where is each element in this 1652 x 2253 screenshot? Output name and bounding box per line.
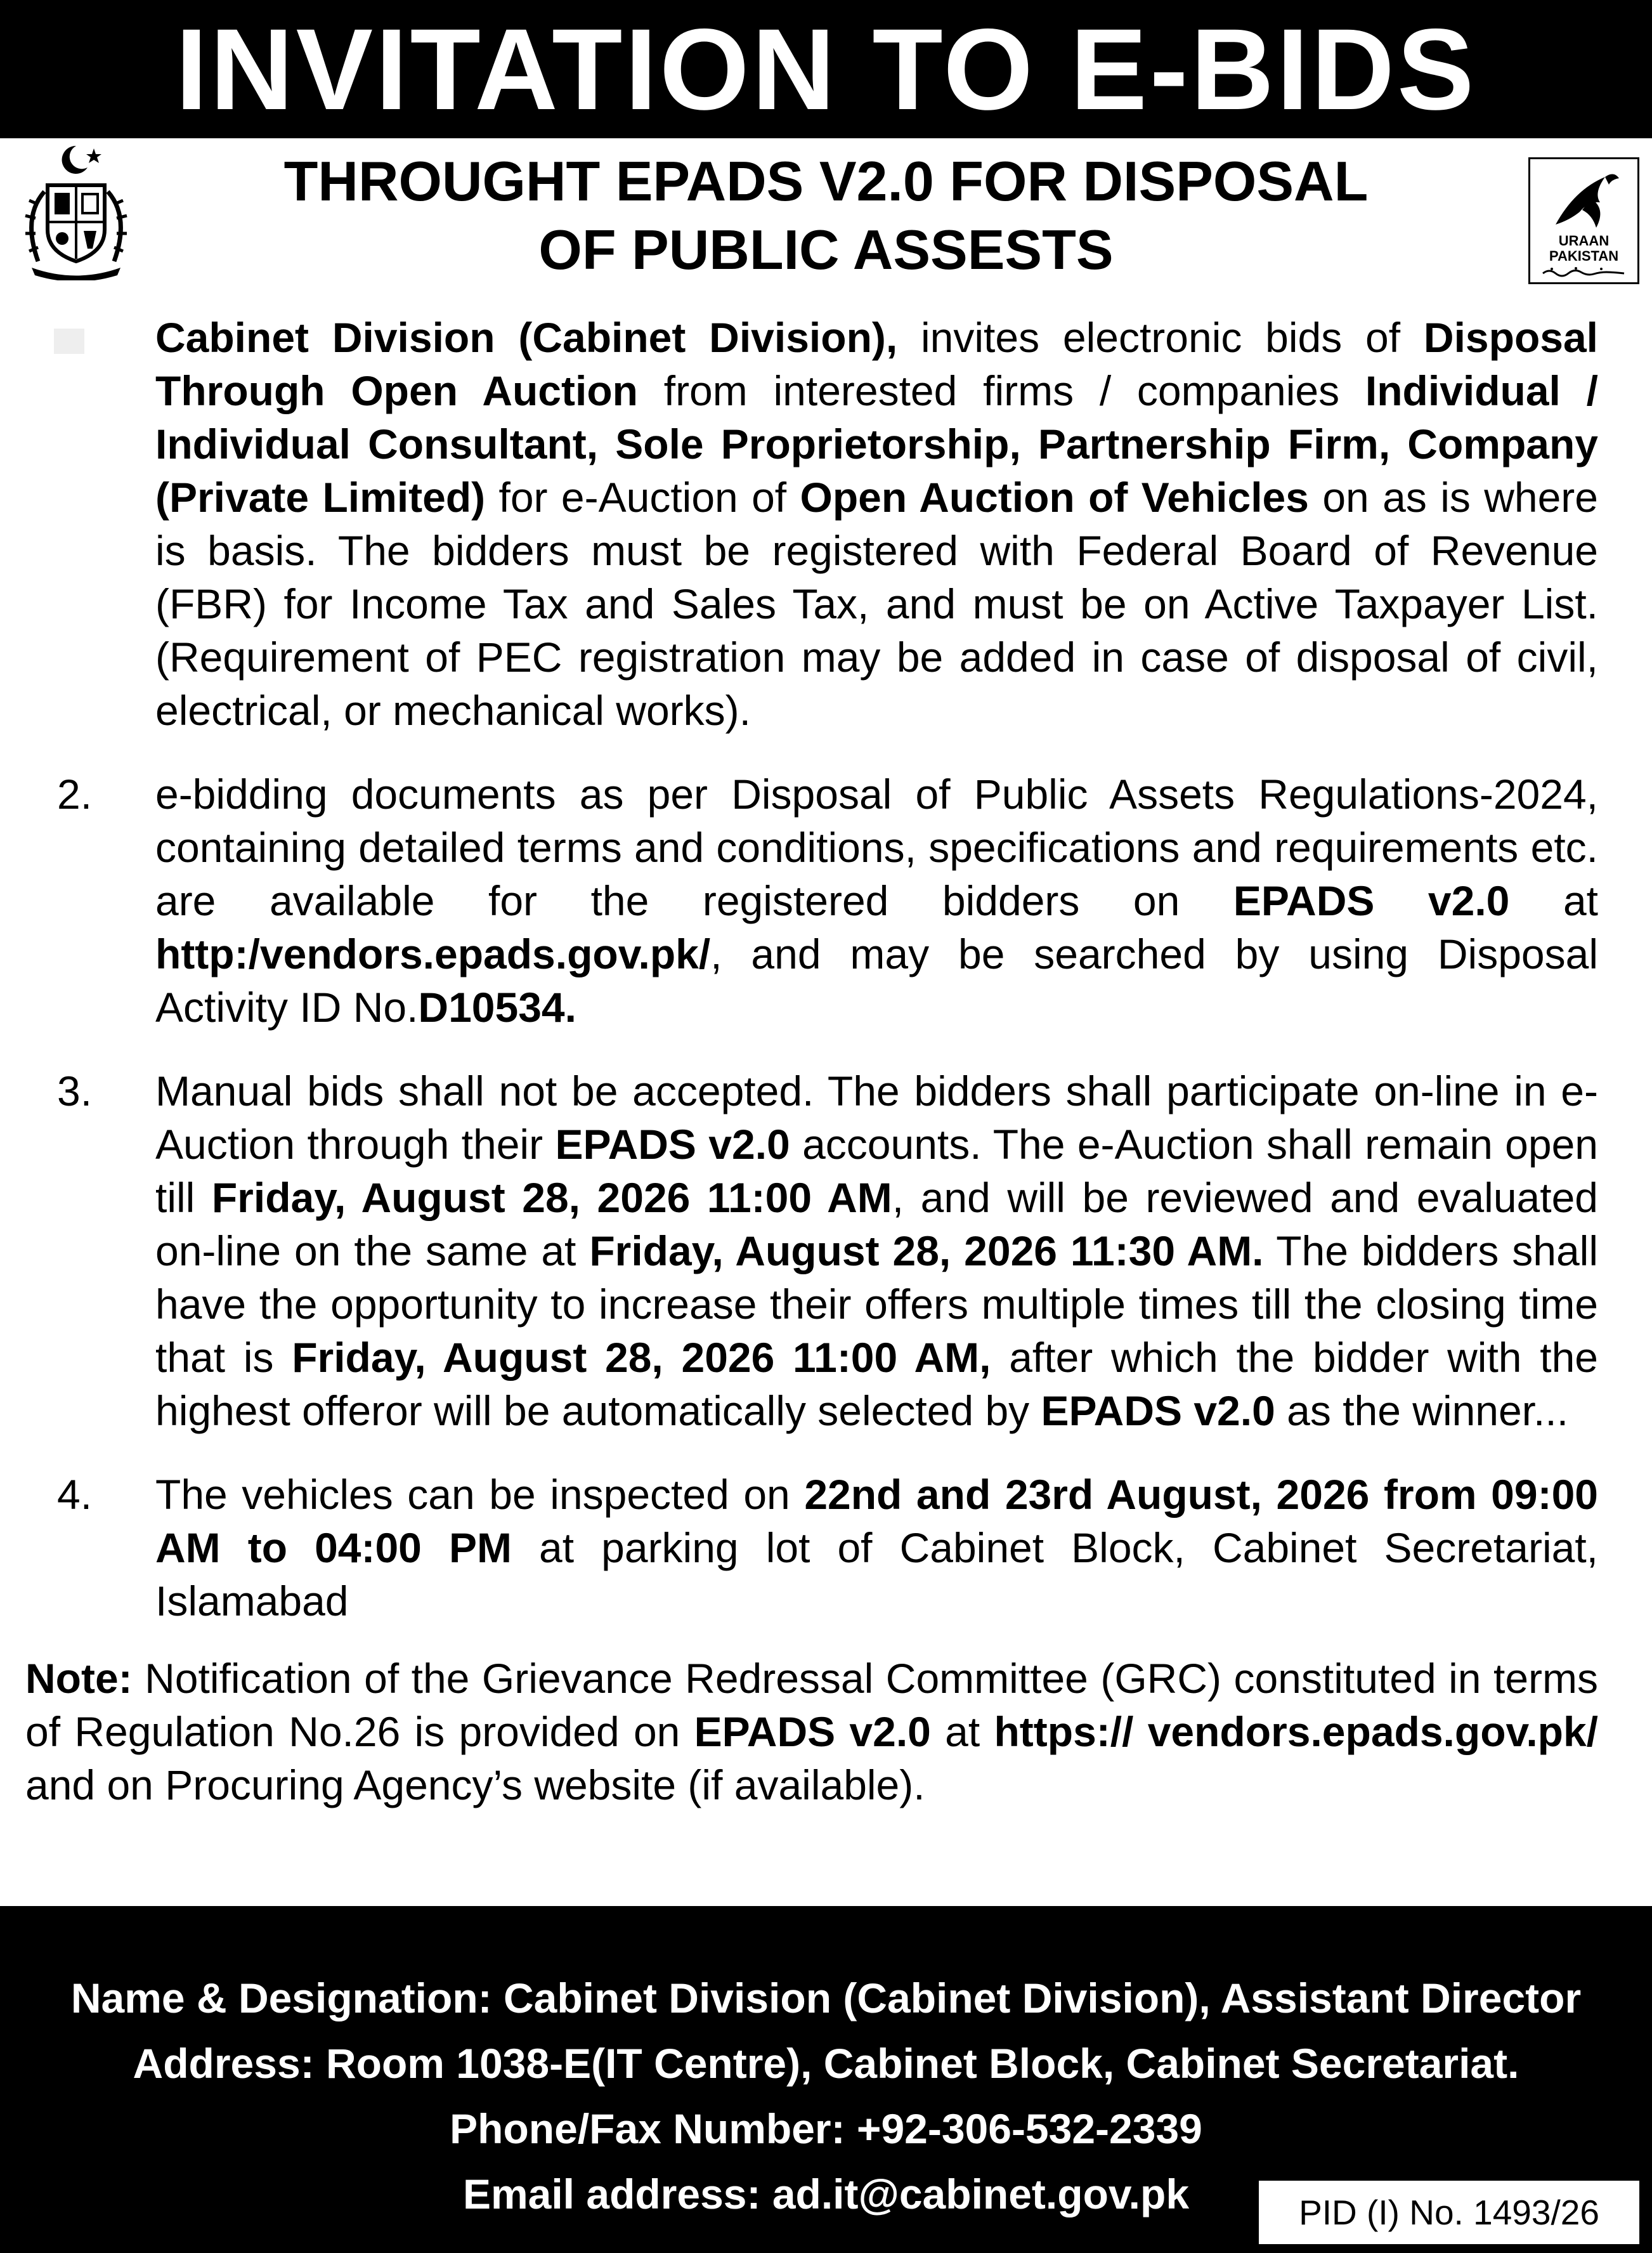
vendors-link[interactable]: https:// vendors.epads.gov.pk/ — [994, 1708, 1599, 1755]
text: and on Procuring Agency’s website (if available). — [25, 1761, 925, 1808]
pid-number: PID (I) No. 1493/26 — [1259, 2181, 1639, 2244]
bold-text: EPADS v2.0 — [694, 1708, 931, 1755]
text: at — [1509, 877, 1598, 924]
closing-date: Friday, August 28, 2026 11:00 AM, — [292, 1334, 991, 1381]
paragraph-2 — [25, 767, 1598, 1034]
text: for e-Auction of — [485, 474, 800, 521]
text: The bidders shall have the opportunity to increase their offers multiple times till the closing time that is — [155, 1227, 1599, 1381]
bold-text: EPADS v2.0 — [1233, 877, 1510, 924]
text: e-bidding documents as per Disposal of Public Assets Regulations-2024, containing detailed terms and conditions, specifications and requirements etc. are available for the registered bidders on — [155, 771, 1598, 924]
subtitle — [152, 147, 1500, 284]
note-paragraph — [25, 1652, 1598, 1812]
bold-text: EPADS v2.0 — [1041, 1387, 1275, 1434]
page-title: INVITATION TO E-BIDS — [175, 4, 1477, 134]
subtitle-line-1: THROUGHT EPADS V2.0 FOR DISPOSAL — [283, 150, 1369, 212]
text: on as is where is basis. The bidders must be registered with Federal Board of Revenue (FBR) for Income Tax and Sales Tax, and must be on Active Taxpayer List. (Requirement of PEC registration may be added in case of disposal of civil, electrical, or mechanical works). — [155, 474, 1598, 734]
text: as the winner... — [1275, 1387, 1569, 1434]
text: , and may be searched by using Disposal Activity ID No. — [155, 931, 1598, 1031]
text: Notification of the Grievance Redressal Committee (GRC) constituted in terms of Regulation No.26 is provided on — [25, 1655, 1598, 1755]
closing-date: Friday, August 28, 2026 11:00 AM — [211, 1174, 892, 1221]
note-label: Note: — [25, 1655, 133, 1702]
bold-text: EPADS v2.0 — [555, 1121, 790, 1168]
text: accounts. The e-Auction shall remain open till — [155, 1121, 1598, 1221]
inspection-dates: 22nd and 23rd August, 2026 from 09:00 AM to 04:00 PM — [155, 1471, 1598, 1571]
urdu-tagline-script — [1530, 266, 1637, 278]
text: at parking lot of Cabinet Block, Cabinet Secretariat, Islamabad — [155, 1524, 1598, 1624]
text: The vehicles can be inspected on — [155, 1471, 805, 1518]
government-emblem-icon — [13, 141, 140, 280]
notice-body — [25, 311, 1598, 1812]
vendors-link[interactable]: http:/vendors.epads.gov.pk/ — [155, 931, 711, 977]
bold-text: Cabinet Division (Cabinet Division), — [155, 314, 898, 361]
bird-flight-icon — [1530, 164, 1637, 234]
paragraph-1 — [25, 311, 1598, 737]
text: after which the bidder with the highest offeror will be automatically selected by — [155, 1334, 1598, 1434]
paragraph-4 — [25, 1468, 1598, 1628]
paragraph-number: 2. — [57, 771, 93, 818]
text: Manual bids shall not be accepted. The bidders shall participate on-line in e-Auction through their — [155, 1068, 1598, 1168]
text: invites electronic bids of — [897, 314, 1424, 361]
uraan-line-2: PAKISTAN — [1549, 248, 1619, 264]
email-address: Email address: ad.it@cabinet.gov.pk — [462, 2171, 1190, 2217]
title-banner — [0, 0, 1652, 138]
uraan-line-1: URAAN — [1558, 233, 1610, 249]
uraan-pakistan-logo — [1528, 157, 1639, 284]
evaluation-date: Friday, August 28, 2026 11:30 AM. — [589, 1227, 1264, 1274]
text: at — [930, 1708, 994, 1755]
bold-text: Disposal Through Open Auction — [155, 314, 1599, 414]
phone-fax: Phone/Fax Number: +92-306-532-2339 — [450, 2105, 1202, 2152]
subtitle-line-2: OF PUBLIC ASSESTS — [538, 218, 1114, 281]
address: Address: Room 1038-E(IT Centre), Cabinet Block, Cabinet Secretariat. — [133, 2040, 1519, 2087]
name-designation: Name & Designation: Cabinet Division (Cabinet Division), Assistant Director — [70, 1975, 1582, 2021]
bullet-marker — [54, 329, 84, 354]
paragraph-number: 3. — [57, 1068, 93, 1114]
text: , and will be reviewed and evaluated on-line on the same at — [155, 1174, 1598, 1274]
text: from interested firms / companies — [637, 367, 1365, 414]
bold-text: Open Auction of Vehicles — [800, 474, 1309, 521]
paragraph-number: 4. — [57, 1471, 93, 1518]
bold-text: Individual / Individual Consultant, Sole Proprietorship, Partnership Firm, Company (Private Limited) — [155, 367, 1598, 521]
paragraph-3 — [25, 1064, 1598, 1437]
activity-id: D10534. — [418, 984, 576, 1031]
